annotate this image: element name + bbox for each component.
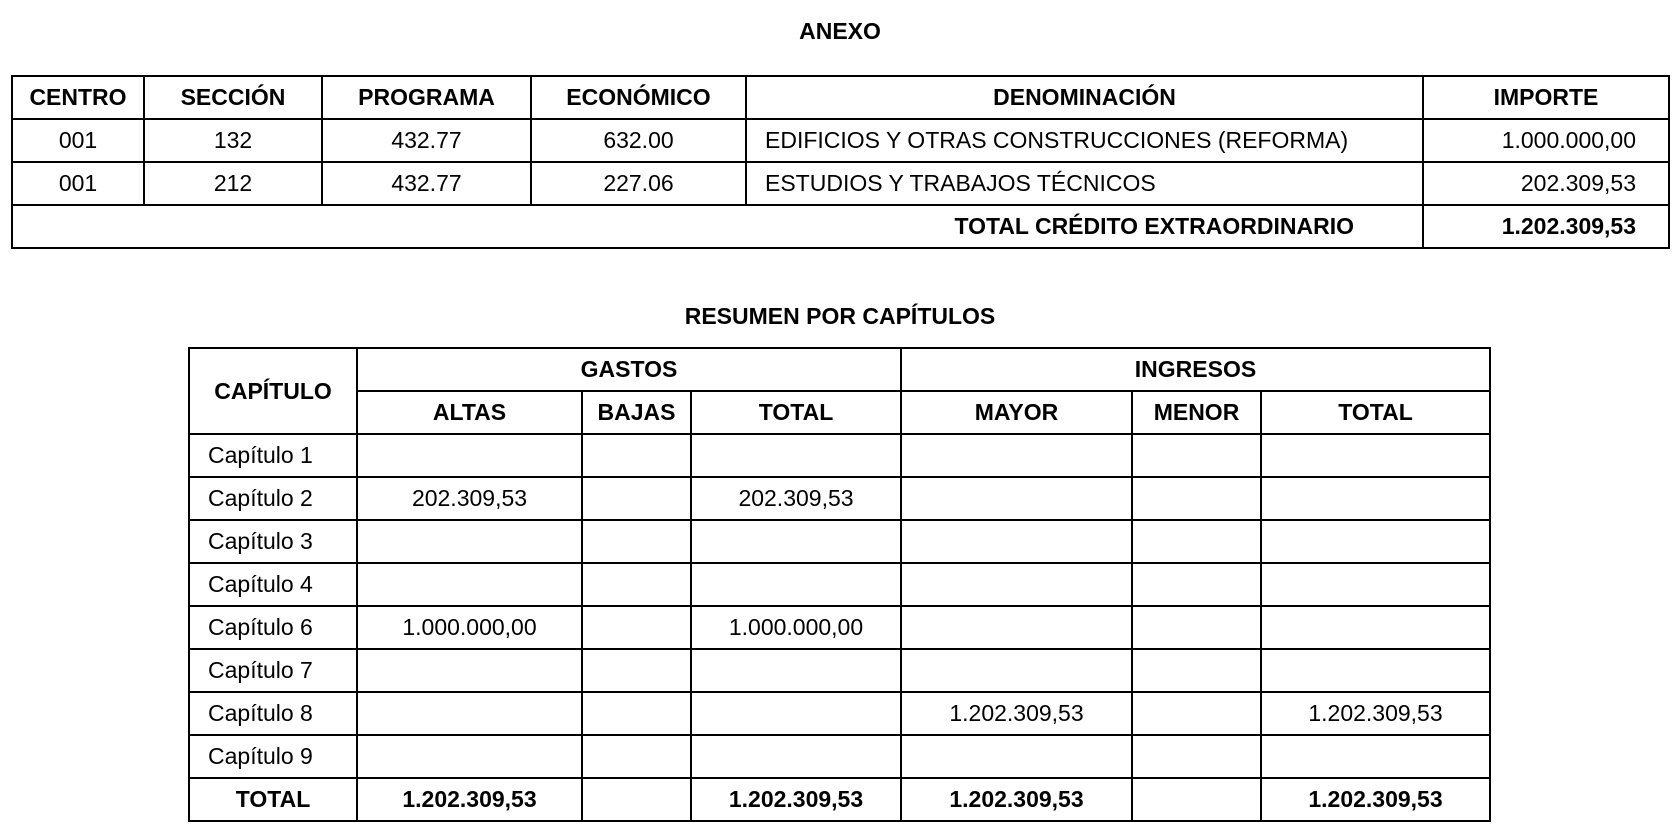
cell-capitulo: Capítulo 1 [189, 434, 357, 477]
cell-capitulo: Capítulo 2 [189, 477, 357, 520]
cell-ingresos-total: 1.202.309,53 [1261, 692, 1490, 735]
table-row [189, 434, 1490, 477]
cell-menor [1132, 649, 1261, 692]
header-capitulo: CAPÍTULO [189, 348, 357, 434]
total-ingresos-total: 1.202.309,53 [1261, 778, 1490, 821]
cell-capitulo: Capítulo 9 [189, 735, 357, 778]
cell-capitulo: Capítulo 4 [189, 563, 357, 606]
cell-centro: 001 [12, 162, 144, 205]
cell-altas: 1.000.000,00 [357, 606, 582, 649]
cell-importe: 1.000.000,00 [1423, 119, 1669, 162]
cell-economico: 227.06 [531, 162, 746, 205]
cell-mayor [901, 520, 1132, 563]
table-row [189, 563, 1490, 606]
cell-altas [357, 434, 582, 477]
header-importe: IMPORTE [1423, 76, 1669, 119]
cell-gastos-total: 202.309,53 [691, 477, 901, 520]
table-row [189, 477, 1490, 520]
cell-altas: 202.309,53 [357, 477, 582, 520]
cell-capitulo: Capítulo 8 [189, 692, 357, 735]
cell-altas [357, 563, 582, 606]
total-gastos-total: 1.202.309,53 [691, 778, 901, 821]
cell-menor [1132, 692, 1261, 735]
cell-programa: 432.77 [322, 162, 531, 205]
header-economico: ECONÓMICO [531, 76, 746, 119]
cell-economico: 632.00 [531, 119, 746, 162]
cell-bajas [582, 692, 691, 735]
resumen-header-row-2 [189, 391, 1490, 434]
header-gastos: GASTOS [357, 348, 901, 391]
header-ingresos: INGRESOS [901, 348, 1490, 391]
cell-bajas [582, 434, 691, 477]
cell-menor [1132, 520, 1261, 563]
table-row [189, 520, 1490, 563]
header-programa: PROGRAMA [322, 76, 531, 119]
cell-ingresos-total [1261, 649, 1490, 692]
header-centro: CENTRO [12, 76, 144, 119]
cell-mayor [901, 563, 1132, 606]
table-row [12, 119, 1669, 162]
cell-menor [1132, 606, 1261, 649]
cell-denominacion: ESTUDIOS Y TRABAJOS TÉCNICOS [746, 162, 1423, 205]
table-row [189, 692, 1490, 735]
cell-altas [357, 649, 582, 692]
anexo-total-row [12, 205, 1669, 248]
resumen-body [189, 434, 1490, 778]
cell-menor [1132, 434, 1261, 477]
header-denominacion: DENOMINACIÓN [746, 76, 1423, 119]
cell-capitulo: Capítulo 6 [189, 606, 357, 649]
cell-bajas [582, 606, 691, 649]
cell-gastos-total [691, 563, 901, 606]
total-mayor: 1.202.309,53 [901, 778, 1132, 821]
cell-altas [357, 735, 582, 778]
resumen-title: RESUMEN POR CAPÍTULOS [684, 303, 996, 329]
total-credito-label: TOTAL CRÉDITO EXTRAORDINARIO [12, 205, 1423, 248]
anexo-title: ANEXO [799, 18, 881, 44]
cell-altas [357, 520, 582, 563]
cell-menor [1132, 477, 1261, 520]
header-altas: ALTAS [357, 391, 582, 434]
cell-bajas [582, 477, 691, 520]
cell-denominacion: EDIFICIOS Y OTRAS CONSTRUCCIONES (REFORMA) [746, 119, 1423, 162]
cell-gastos-total: 1.000.000,00 [691, 606, 901, 649]
resumen-total-row [189, 778, 1490, 821]
header-gastos-total: TOTAL [691, 391, 901, 434]
cell-gastos-total [691, 434, 901, 477]
header-ingresos-total: TOTAL [1261, 391, 1490, 434]
cell-gastos-total [691, 520, 901, 563]
cell-ingresos-total [1261, 735, 1490, 778]
anexo-table [11, 75, 1670, 249]
cell-mayor [901, 434, 1132, 477]
table-row [189, 735, 1490, 778]
cell-gastos-total [691, 735, 901, 778]
cell-menor [1132, 563, 1261, 606]
table-row [189, 649, 1490, 692]
cell-ingresos-total [1261, 606, 1490, 649]
cell-bajas [582, 735, 691, 778]
resumen-header-row-1 [189, 348, 1490, 391]
cell-ingresos-total [1261, 563, 1490, 606]
cell-programa: 432.77 [322, 119, 531, 162]
cell-mayor: 1.202.309,53 [901, 692, 1132, 735]
header-menor: MENOR [1132, 391, 1261, 434]
table-row [189, 606, 1490, 649]
anexo-header-row [12, 76, 1669, 119]
cell-menor [1132, 735, 1261, 778]
cell-bajas [582, 649, 691, 692]
cell-bajas [582, 563, 691, 606]
cell-capitulo: Capítulo 3 [189, 520, 357, 563]
cell-mayor [901, 606, 1132, 649]
header-seccion: SECCIÓN [144, 76, 322, 119]
cell-bajas [582, 520, 691, 563]
cell-ingresos-total [1261, 477, 1490, 520]
cell-seccion: 132 [144, 119, 322, 162]
cell-altas [357, 692, 582, 735]
cell-centro: 001 [12, 119, 144, 162]
total-bajas [582, 778, 691, 821]
cell-mayor [901, 649, 1132, 692]
table-row [12, 162, 1669, 205]
cell-mayor [901, 477, 1132, 520]
header-bajas: BAJAS [582, 391, 691, 434]
total-menor [1132, 778, 1261, 821]
cell-capitulo: Capítulo 7 [189, 649, 357, 692]
cell-gastos-total [691, 692, 901, 735]
cell-ingresos-total [1261, 434, 1490, 477]
resumen-table [188, 347, 1491, 822]
total-capitulo: TOTAL [189, 778, 357, 821]
cell-seccion: 212 [144, 162, 322, 205]
total-altas: 1.202.309,53 [357, 778, 582, 821]
total-credito-value: 1.202.309,53 [1423, 205, 1669, 248]
cell-importe: 202.309,53 [1423, 162, 1669, 205]
cell-mayor [901, 735, 1132, 778]
cell-gastos-total [691, 649, 901, 692]
header-mayor: MAYOR [901, 391, 1132, 434]
cell-ingresos-total [1261, 520, 1490, 563]
